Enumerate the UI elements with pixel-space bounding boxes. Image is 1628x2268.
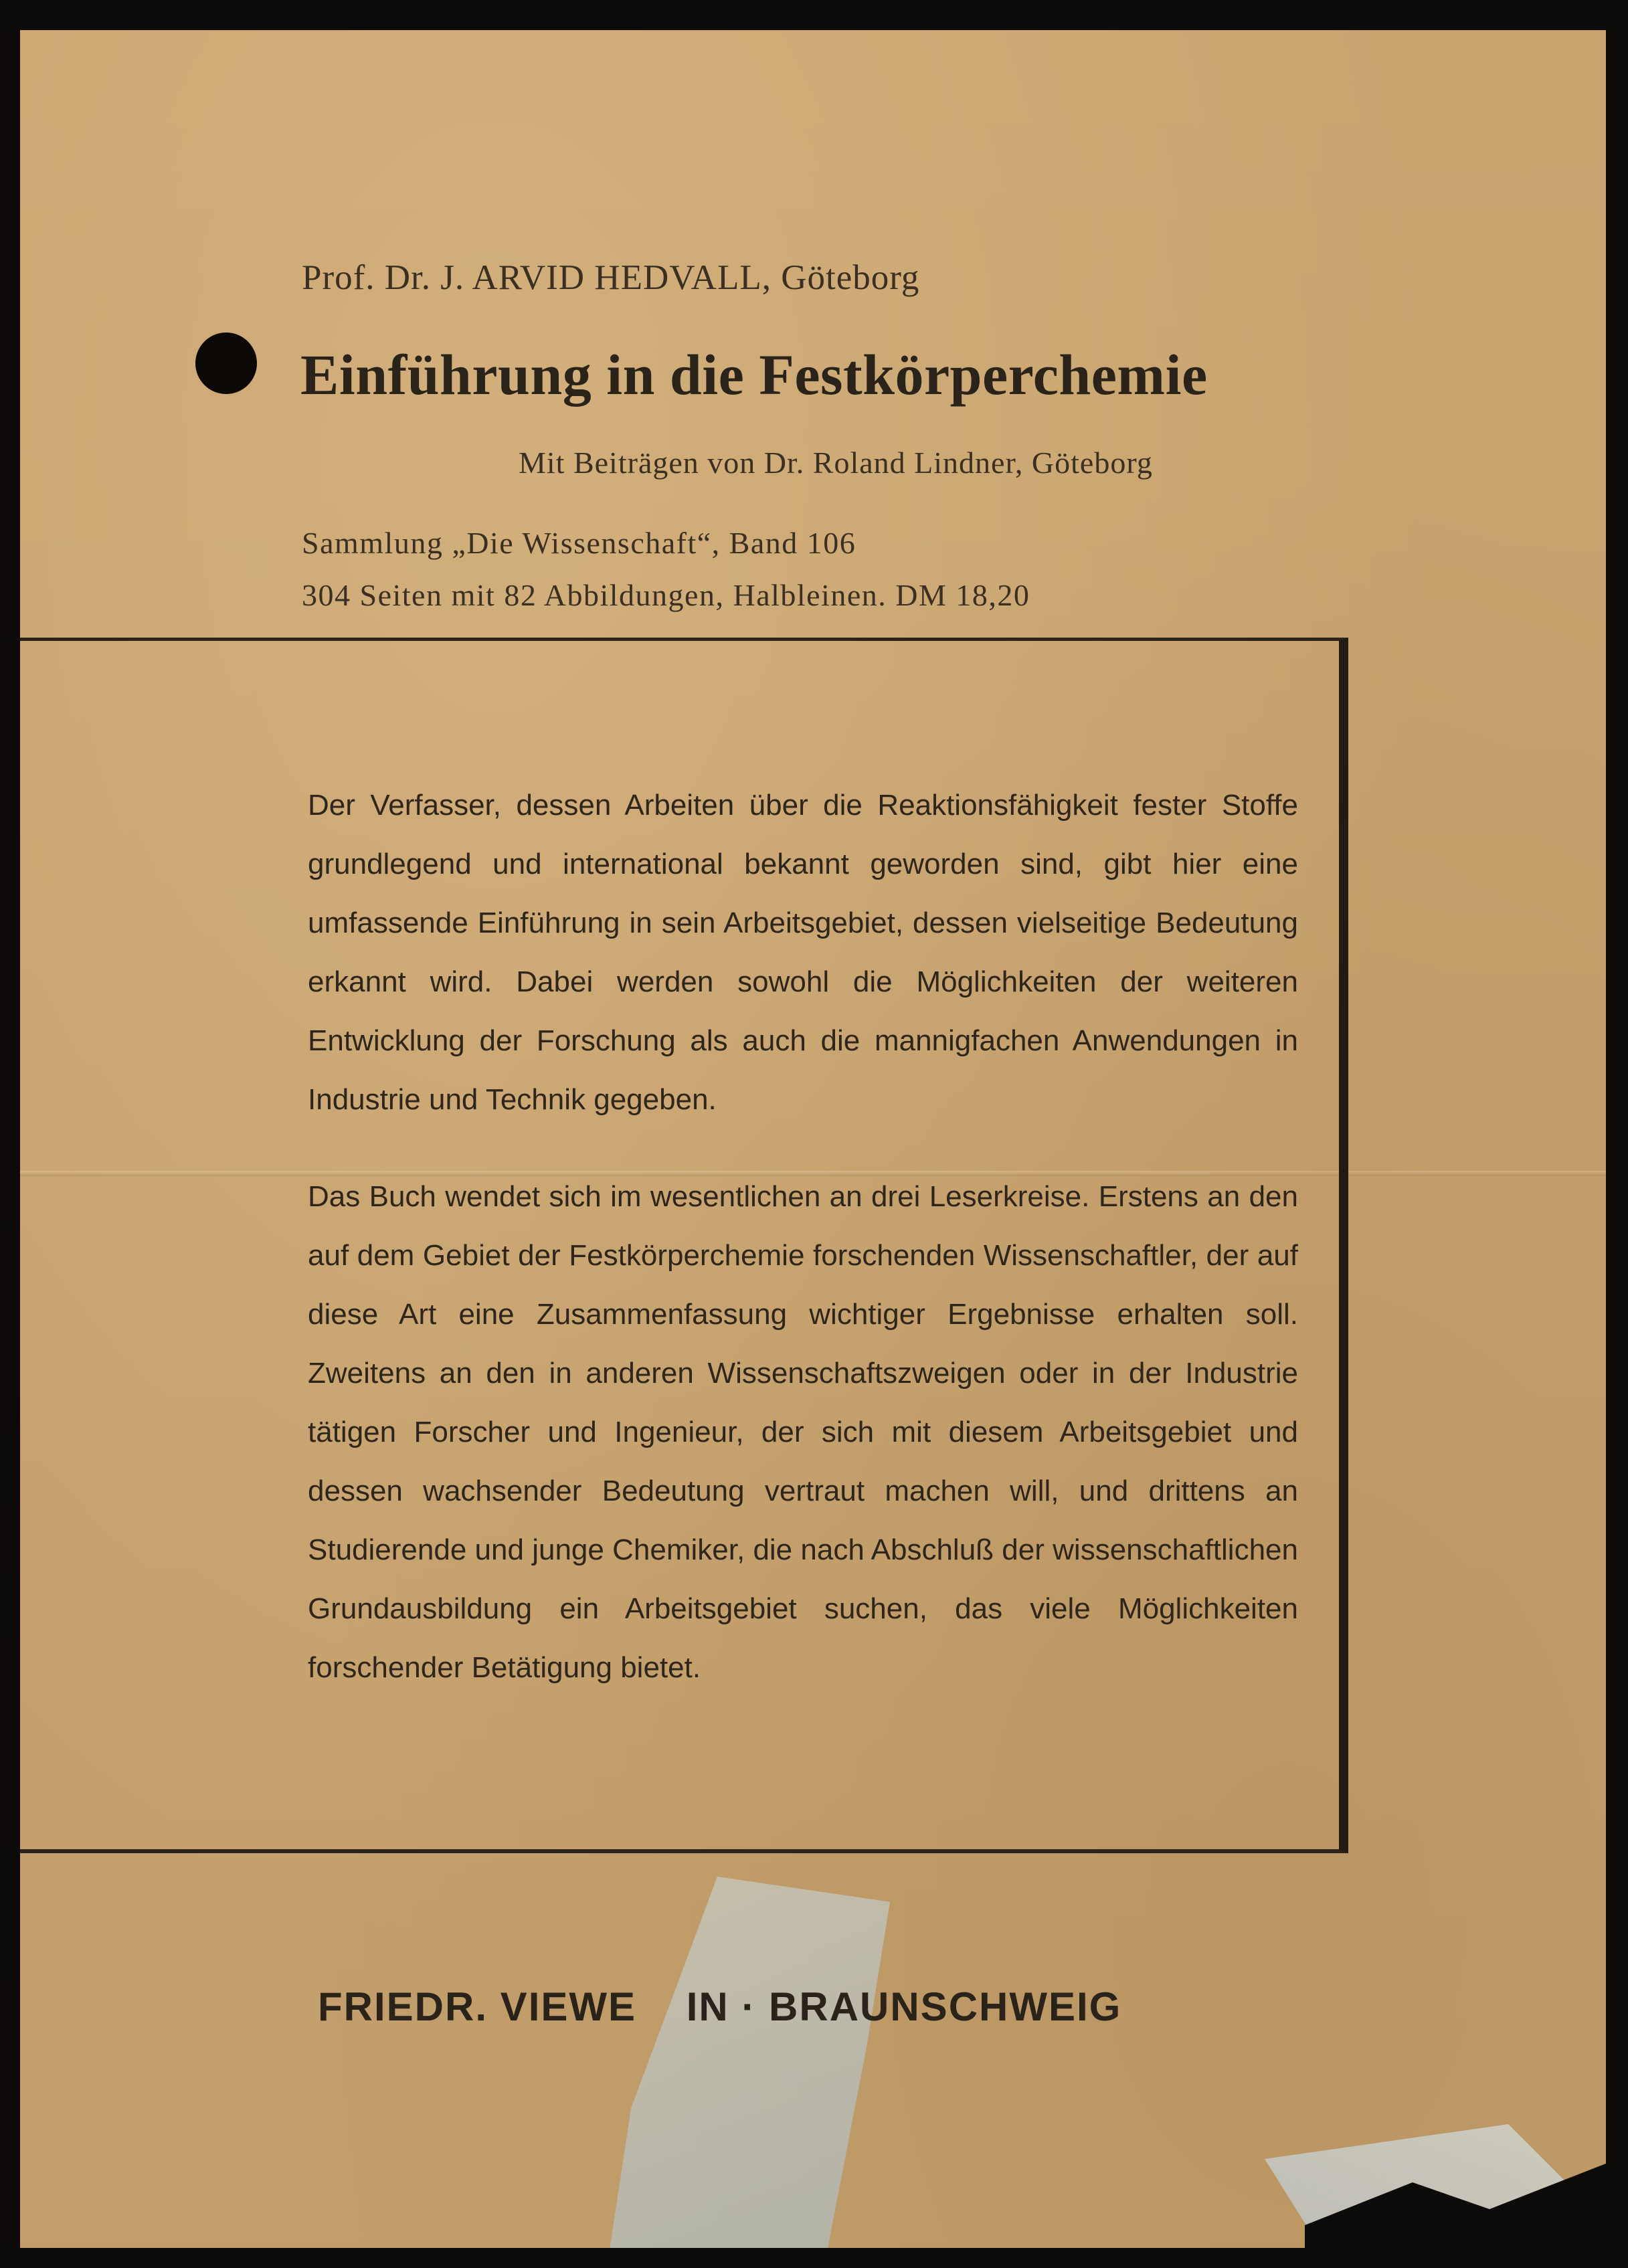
description-paragraph-1: Der Verfasser, dessen Arbeiten über die Reaktionsfähigkeit fester Stoffe grundlegend und international bekannt geworden sind, gibt hier eine umfassende Einführung in sein Arbeitsgebiet, dessen vielseitige Bedeutung erkannt wird. Dabei werden sowohl die Möglichkeiten der weiteren Entwicklung der Forschung als auch die mannigfachen Anwendungen in Industrie und Technik gegeben. [308,789,1298,1116]
book-title: Einführung in die Festkörperchemie [300,343,1208,407]
description-paragraph-2: Das Buch wendet sich im wesentlichen an drei Leserkreise. Erstens an den auf dem Gebiet der Festkörperchemie forschenden Wissenschaftler, der auf diese Art eine Zusammenfassung wichtiger Ergebnisse erhalten soll. Zweitens an den in anderen Wissenschaftszweigen oder in der Industrie tätigen Forscher und Ingenieur, der sich mit diesem Arbeitsgebiet und dessen wachsender Bedeutung vertraut machen will, und drittens an Studierende und junge Chemiker, die nach Abschluß der wissenschaftlichen Grundausbildung ein Arbeitsgebiet suchen, das viele Möglichkeiten forschender Betätigung bietet. [308,1180,1298,1684]
book-details-line: 304 Seiten mit 82 Abbildungen, Halbleinen. DM 18,20 [302,578,1030,612]
flyer-page [20,30,1606,2248]
contributors-line: Mit Beiträgen von Dr. Roland Lindner, Göteborg [519,446,1153,480]
series-line: Sammlung „Die Wissenschaft“, Band 106 [302,526,856,560]
paper-tear [602,1877,890,2248]
author-line: Prof. Dr. J. ARVID HEDVALL, Göteborg [302,258,920,297]
publisher-imprint: FRIEDR. VIEWE IN · BRAUNSCHWEIG [318,1984,1122,2029]
punch-hole [195,333,257,394]
